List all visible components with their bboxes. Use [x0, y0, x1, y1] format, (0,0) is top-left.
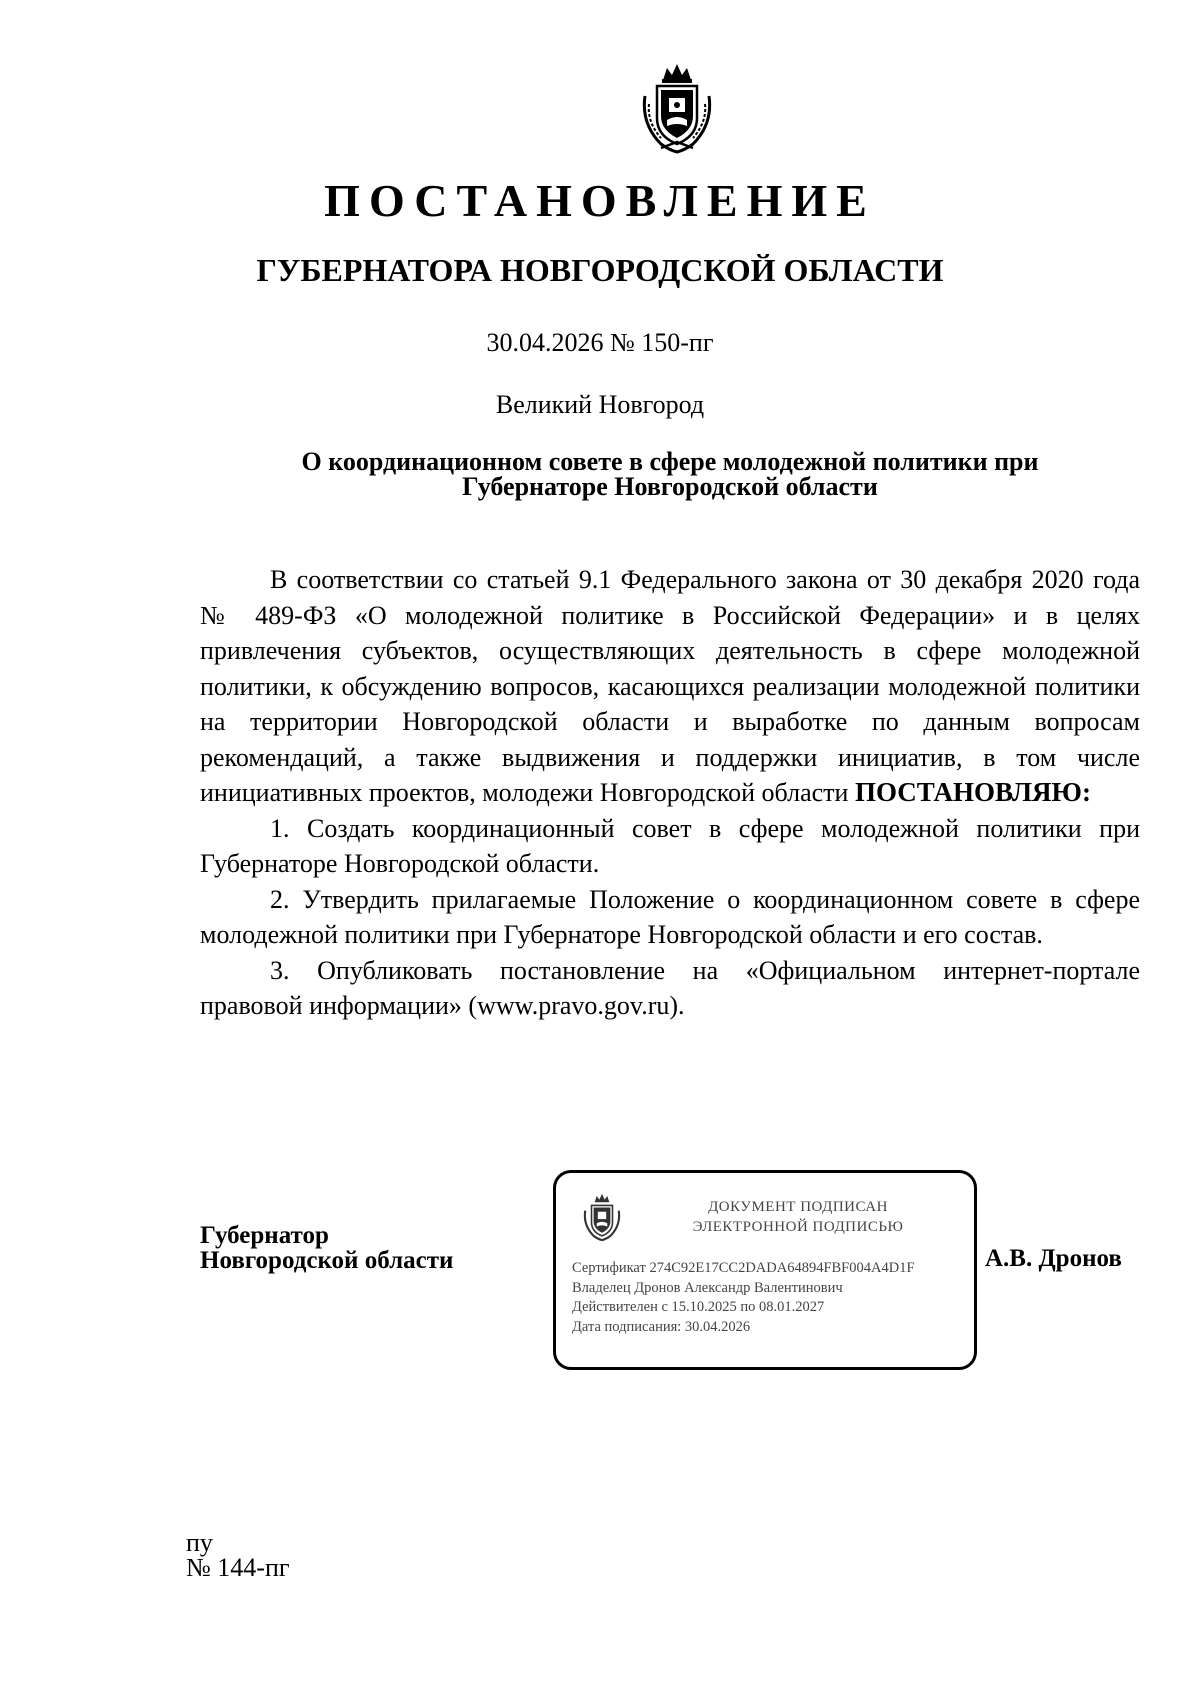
subject-line-1: О координационном совете в сфере молодежной политики при — [301, 447, 1039, 476]
document-subject — [200, 449, 1140, 499]
stamp-validity: Действителен с 15.10.2025 по 08.01.2027 — [572, 1299, 825, 1315]
footer-reference — [186, 1530, 290, 1580]
date-and-number: 30.04.2026 № 150-пг — [486, 328, 714, 357]
stamp-certificate: Сертификат 274C92E17CC2DADA64894FBF004A4D1F — [572, 1260, 915, 1276]
subject-line-2: Губернаторе Новгородской области — [462, 472, 878, 501]
document-body — [200, 562, 1140, 1024]
footer-line-2: № 144-пг — [186, 1553, 290, 1582]
preamble-text: В соответствии со статьей 9.1 Федерального закона от 30 декабря 2020 года № 489-ФЗ «О молодежной политике в Российской Федерации» и в целях привлечения субъектов, осуществляющих деятельность в сфере молодежной политики, к обсуждению вопросов, касающихся реализации молодежной политики на территории Новгородской области и выработке по данным вопросам рекомендаций, а также выдвижения и поддержки инициатив, в том числе инициативных проектов, молодежи Новгородской области — [200, 565, 1140, 807]
electronic-signature-stamp — [553, 1170, 977, 1370]
signatory-position — [200, 1223, 453, 1273]
resolution-keyword: ПОСТАНОВЛЯЮ: — [854, 777, 1091, 807]
signatory-position-line-2: Новгородской области — [200, 1247, 454, 1274]
coat-of-arms-icon — [637, 60, 717, 156]
footer-line-1: пу — [186, 1528, 213, 1557]
preamble-paragraph — [200, 562, 1140, 811]
stamp-title — [638, 1197, 958, 1237]
signatory-position-line-1: Губернатор — [200, 1222, 329, 1249]
stamp-title-line-2: ЭЛЕКТРОННОЙ ПОДПИСЬЮ — [692, 1219, 904, 1235]
issuer-heading: ГУБЕРНАТОРА НОВГОРОДСКОЙ ОБЛАСТИ — [256, 252, 944, 288]
stamp-title-line-1: ДОКУМЕНТ ПОДПИСАН — [708, 1199, 888, 1215]
place-of-issue: Великий Новгород — [495, 390, 705, 419]
clause-3: 3. Опубликовать постановление на «Официальном интернет-портале правовой информации» (www.pravo.gov.ru). — [200, 955, 1140, 1020]
clause-2: 2. Утвердить прилагаемые Положение о координационном совете в сфере молодежной политики при Губернаторе Новгородской области и его состав. — [200, 884, 1140, 949]
stamp-details — [572, 1259, 915, 1337]
signatory-name: А.В. Дронов — [985, 1245, 1122, 1272]
stamp-signed-date: Дата подписания: 30.04.2026 — [572, 1318, 751, 1335]
document-type-heading: ПОСТАНОВЛЕНИЕ — [324, 175, 876, 226]
stamp-owner: Владелец Дронов Александр Валентинович — [572, 1279, 843, 1296]
clause-1: 1. Создать координационный совет в сфере молодежной политики при Губернаторе Новгородской области. — [200, 813, 1140, 878]
coat-of-arms-icon — [581, 1191, 623, 1243]
